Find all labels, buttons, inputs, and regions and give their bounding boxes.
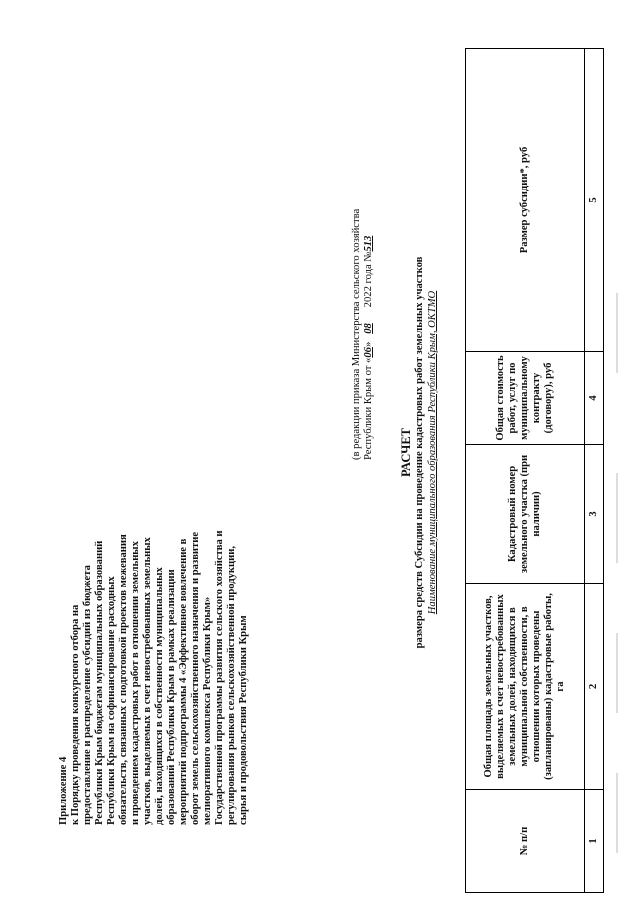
appendix-block bbox=[58, 380, 250, 825]
appendix-line: Республики Крым бюджетам муниципальных образований bbox=[94, 540, 105, 825]
edition-prefix: Республики Крым от « bbox=[363, 357, 374, 460]
header-total-cost: Общая стоимость работ, услуг по муниципальному контракту (договору), руб bbox=[466, 352, 585, 445]
appendix-line: сырья и продовольствия Республики Крым bbox=[238, 615, 249, 825]
appendix-line: к Порядку проведения конкурсного отбора на bbox=[70, 604, 81, 825]
appendix-line: Приложение 4 bbox=[58, 756, 69, 825]
edition-line-2 bbox=[363, 40, 375, 460]
column-number: 5 bbox=[585, 49, 604, 352]
edition-quote: » bbox=[363, 341, 374, 348]
appendix-line: мероприятий подпрограммы 4 «Эффективное вовлечение в bbox=[178, 538, 189, 825]
appendix-line: предоставление и распределение субсидий из бюджета bbox=[82, 565, 93, 825]
appendix-line: Республики Крым на софинансирование расходных bbox=[106, 576, 117, 825]
column-number: 2 bbox=[585, 584, 604, 790]
table-number-row bbox=[585, 49, 604, 893]
appendix-line: долей, находящихся в собственности муниципальных bbox=[154, 567, 165, 825]
appendix-line: регулирования рынков сельскохозяйственной продукции, bbox=[226, 545, 237, 825]
municipality-label: Наименование муниципального образования Республики Крым, ОКТМО bbox=[427, 290, 438, 615]
header-number: № п/п bbox=[466, 790, 585, 893]
edition-month: 08 bbox=[363, 323, 374, 334]
edition-line-1: (в редакции приказа Министерства сельского хозяйства bbox=[351, 208, 362, 460]
edition-note bbox=[351, 40, 375, 460]
appendix-line: Государственной программы развития сельского хозяйства и bbox=[214, 530, 225, 825]
title-heading: РАСЧЕТ bbox=[399, 428, 413, 478]
header-subsidy: Размер субсидии*, руб bbox=[466, 49, 585, 352]
header-cadastral-number: Кадастровый номер земельного участка (при наличии) bbox=[466, 445, 585, 584]
edition-year: 2022 года № bbox=[363, 251, 374, 308]
appendix-line: обязательств, связанных с подготовкой проектов межевания bbox=[118, 534, 129, 825]
edition-day: 06 bbox=[363, 347, 374, 358]
table-header-row bbox=[466, 49, 585, 893]
calculation-table bbox=[465, 48, 604, 893]
document-title bbox=[400, 0, 439, 905]
appendix-line: оборот земель сельскохозяйственного назначения и развитие bbox=[190, 531, 201, 825]
appendix-line: и проведением кадастровых работ в отношении земельных bbox=[130, 541, 141, 825]
column-number: 1 bbox=[585, 790, 604, 893]
edition-number: 513 bbox=[363, 235, 374, 252]
column-number: 3 bbox=[585, 445, 604, 584]
column-number: 4 bbox=[585, 352, 604, 445]
appendix-line: участков, выделяемых в счет невостребованных земельных bbox=[142, 537, 153, 825]
appendix-line: мелиоративного комплекса Республики Крым» bbox=[202, 596, 213, 825]
appendix-line: образований Республики Крым в рамках реализации bbox=[166, 569, 177, 825]
scan-artifact-lines bbox=[615, 13, 619, 893]
title-subtitle: размера средств Субсидии на проведение кадастровых работ земельных участков bbox=[414, 256, 425, 649]
header-area: Общая площадь земельных участков, выделяемых в счет невостребованных земельных долей, находящихся в муниципальной собственности, в отношении которых проведены (запланированы) кадастровые работы, га bbox=[466, 584, 585, 790]
